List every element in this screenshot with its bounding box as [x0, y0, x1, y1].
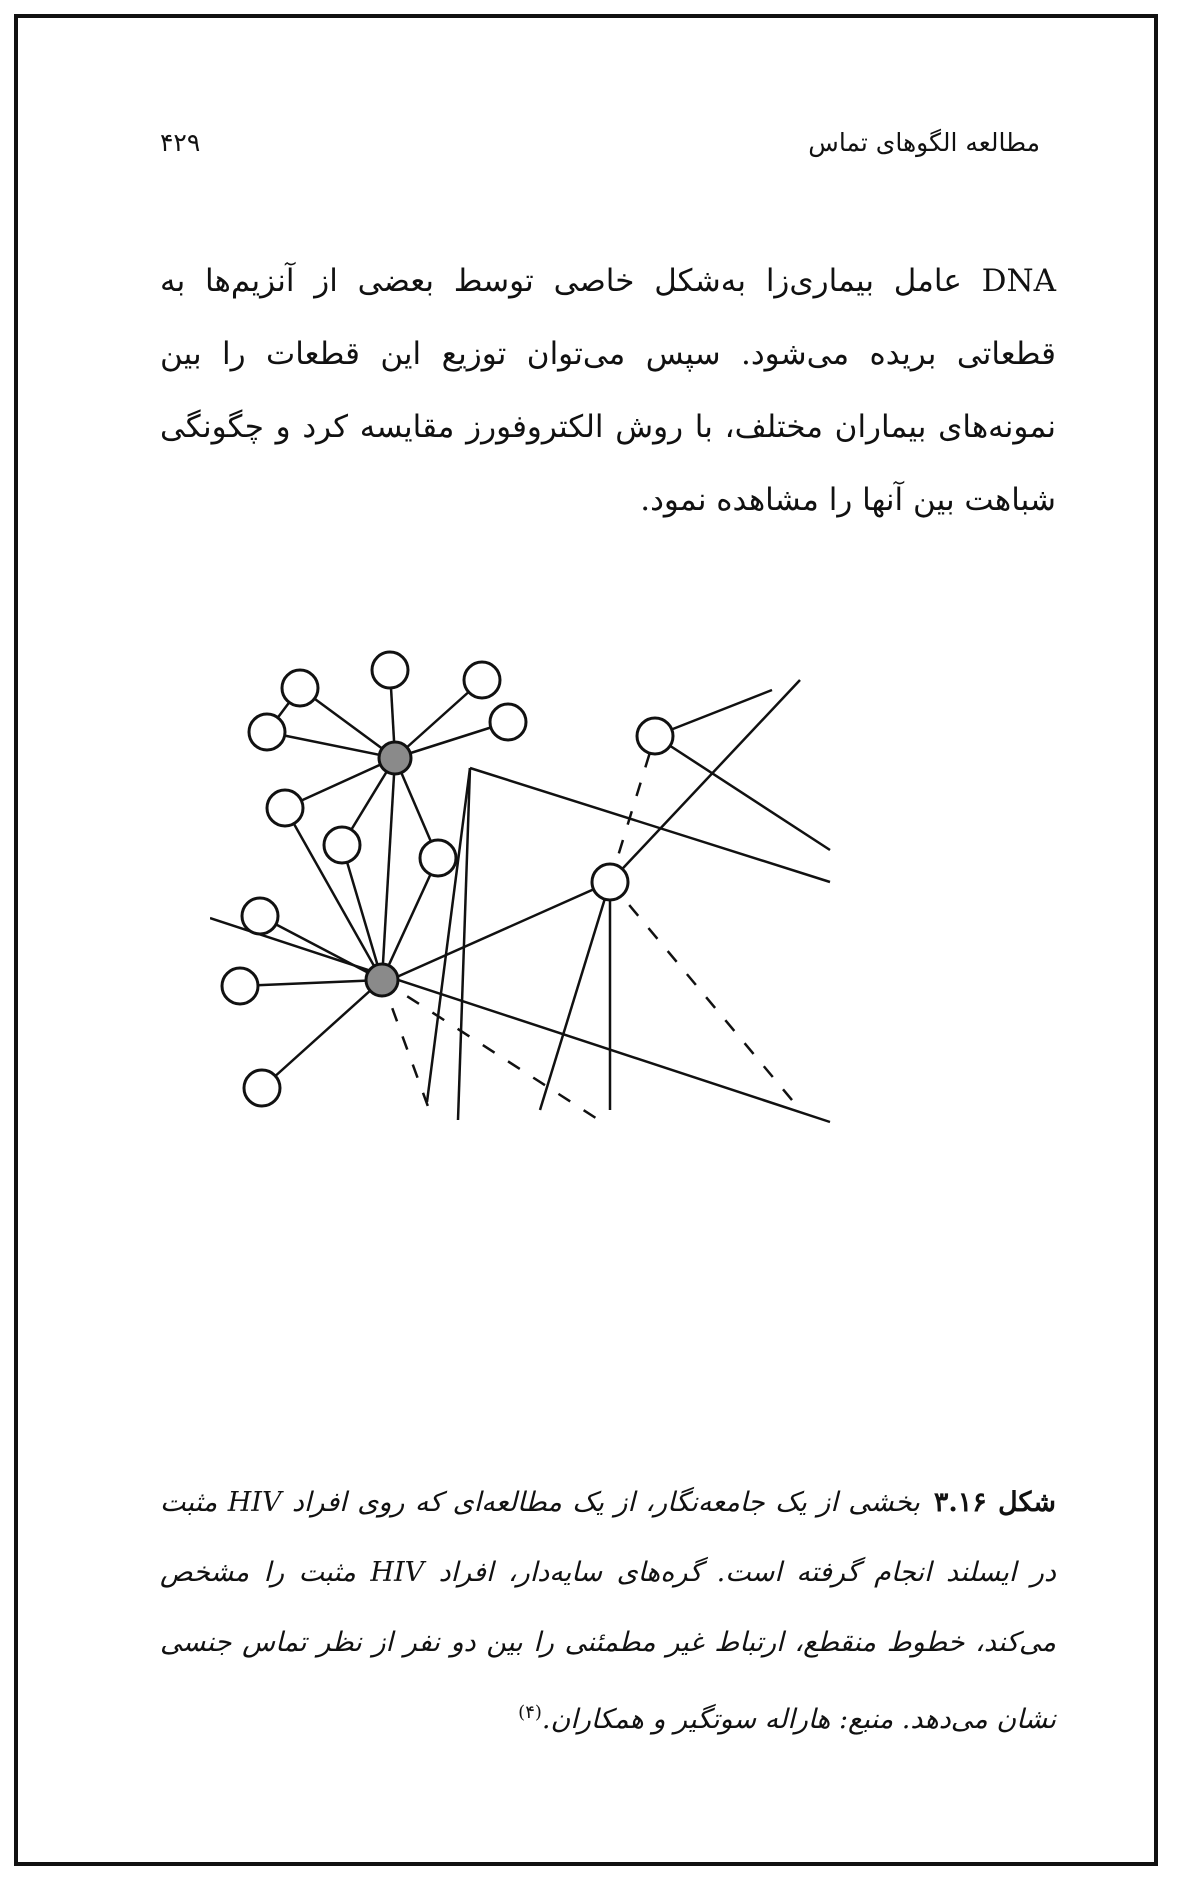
open-node [490, 704, 526, 740]
edge [470, 768, 830, 882]
edge [382, 758, 395, 980]
caption-paragraph [160, 1468, 1056, 1755]
open-node [222, 968, 258, 1004]
open-node [249, 714, 285, 750]
running-title: مطالعه الگوهای تماس [808, 128, 1040, 157]
dashed-edge [382, 980, 430, 1112]
body-paragraph: DNA عامل بیماری‌زا به‌شکل خاصی توسط بعضی از آنزیم‌ها به قطعاتی بریده می‌شود. سپس می‌توان توزیع این قطعات را بین نمونه‌های بیماران مختلف، با روش الکتروفورز مقایسه کرد و چگونگی شباهت بین آنها را مشاهده نمود. [160, 263, 1056, 518]
dashed-edge [610, 736, 655, 882]
edge [262, 980, 382, 1088]
open-node [244, 1070, 280, 1106]
dashed-edge [382, 980, 602, 1122]
open-node [420, 840, 456, 876]
edge [210, 918, 830, 1122]
open-node [267, 790, 303, 826]
edge [655, 736, 830, 850]
page-header [160, 128, 1040, 168]
shaded-node [379, 742, 411, 774]
figure-caption [160, 1468, 1056, 1755]
open-node [464, 662, 500, 698]
open-node [372, 652, 408, 688]
shaded-node [366, 964, 398, 996]
open-node [282, 670, 318, 706]
caption-text: بخشی از یک جامعه‌نگار، از یک مطالعه‌ای که روی افراد HIV مثبت در ایسلند انجام گرفته است. گره‌های سایه‌دار، افراد HIV مثبت را مشخص می‌کند، خطوط منقطع، ارتباط غیر مطمئنی را بین دو نفر از نظر تماس جنسی نشان می‌دهد. منبع: هاراله سوتگیر و همکاران. [160, 1487, 1056, 1735]
caption-label: شکل ۳.۱۶ [933, 1487, 1057, 1518]
dashed-edge [610, 882, 802, 1112]
edge [342, 845, 382, 980]
open-node [592, 864, 628, 900]
edge [540, 882, 610, 1110]
edge [390, 882, 610, 980]
page-number: ۴۲۹ [160, 128, 201, 157]
open-node [324, 827, 360, 863]
edge [240, 980, 382, 986]
sociogram-figure [210, 640, 1010, 1230]
body-text [160, 245, 1056, 537]
open-node [242, 898, 278, 934]
caption-reference: (۴) [518, 1702, 542, 1723]
edge [610, 680, 800, 882]
open-node [637, 718, 673, 754]
